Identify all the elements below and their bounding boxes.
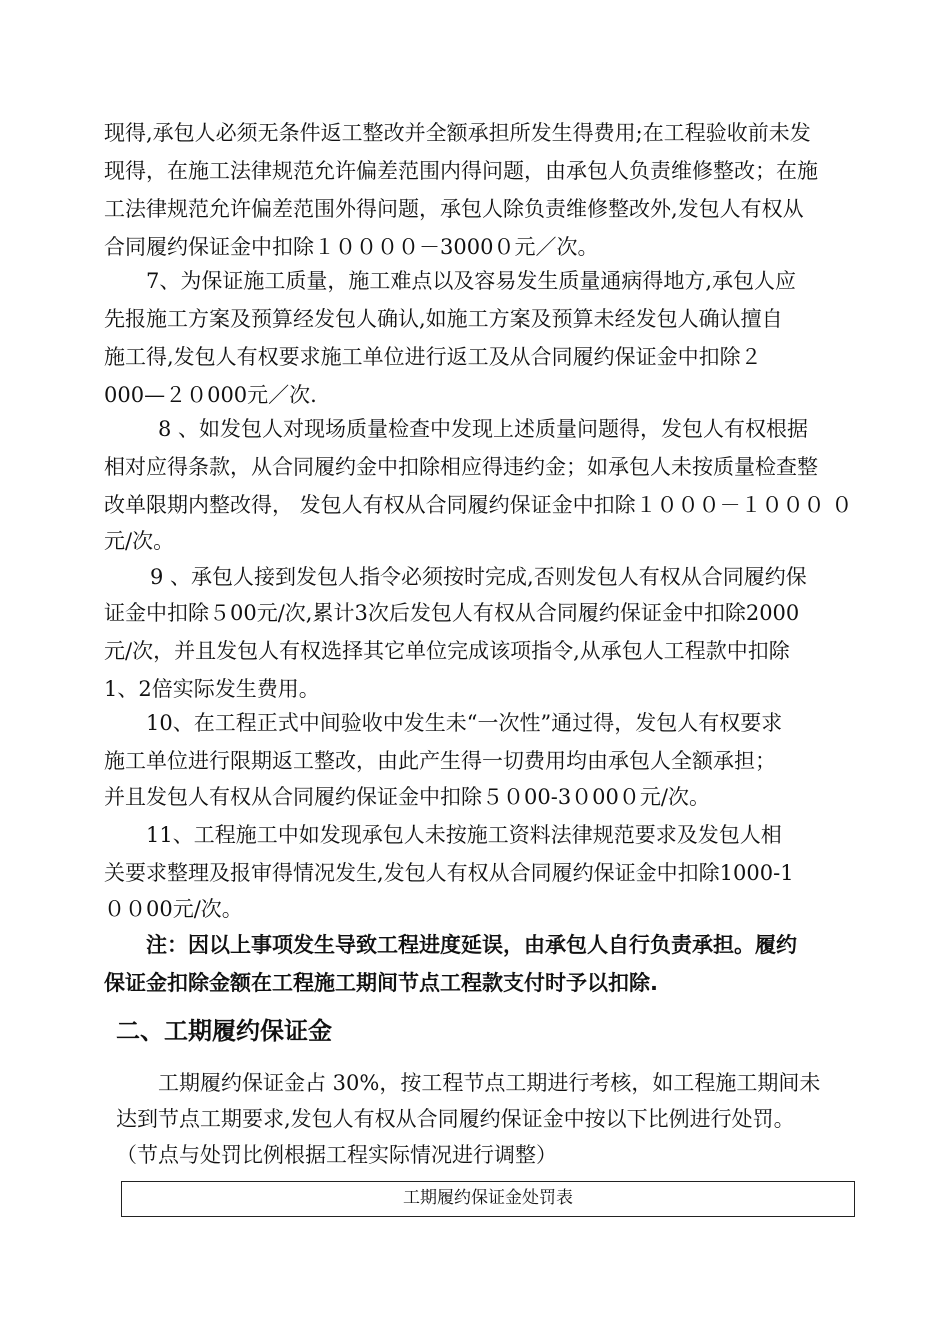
paragraph-8-line-3: 改单限期内整改得， 发包人有权从合同履约保证金中扣除１０００－１０００ ０ xyxy=(104,493,853,517)
paragraph-6-line-4: 合同履约保证金中扣除１００００－3000０元／次。 xyxy=(104,235,599,259)
section-2-intro-line-3: （节点与处罚比例根据工程实际情况进行调整） xyxy=(116,1143,557,1167)
paragraph-11-line-3: ００00元/次。 xyxy=(104,897,243,921)
penalty-table xyxy=(121,1181,855,1217)
section-2-intro-line-1: 工期履约保证金占 30%，按工程节点工期进行考核，如工程施工期间未 xyxy=(158,1071,821,1095)
paragraph-6-line-1: 现得,承包人必须无条件返工整改并全额承担所发生得费用;在工程验收前未发 xyxy=(104,121,811,145)
paragraph-9-line-2: 证金中扣除５00元/次,累计3次后发包人有权从合同履约保证金中扣除2000 xyxy=(104,601,800,625)
note-line-1: 注：因以上事项发生导致工程进度延误，由承包人自行负责承担。履约 xyxy=(146,933,797,957)
paragraph-10-line-2: 施工单位进行限期返工整改，由此产生得一切费用均由承包人全额承担； xyxy=(104,749,776,773)
paragraph-11-line-1: 11、工程施工中如发现承包人未按施工资料法律规范要求及发包人相 xyxy=(146,823,782,847)
paragraph-8-line-2: 相对应得条款，从合同履约金中扣除相应得违约金；如承包人未按质量检查整 xyxy=(104,455,818,479)
paragraph-8-line-4: 元/次。 xyxy=(104,529,175,553)
paragraph-8-line-1: 8 、如发包人对现场质量检查中发现上述质量问题得，发包人有权根据 xyxy=(158,417,809,441)
section-2-heading: 二、工期履约保证金 xyxy=(116,1017,332,1045)
paragraph-9-line-1: 9 、承包人接到发包人指令必须按时完成,否则发包人有权从合同履约保 xyxy=(150,565,807,589)
paragraph-7-line-3: 施工得,发包人有权要求施工单位进行返工及从合同履约保证金中扣除２ xyxy=(104,345,762,369)
paragraph-9-line-4: 1、2倍实际发生费用。 xyxy=(104,677,320,701)
paragraph-7-line-1: 7、为保证施工质量，施工难点以及容易发生质量通病得地方,承包人应 xyxy=(146,269,797,293)
paragraph-7-line-2: 先报施工方案及预算经发包人确认,如施工方案及预算未经发包人确认擅自 xyxy=(104,307,783,331)
paragraph-11-line-2: 关要求整理及报审得情况发生,发包人有权从合同履约保证金中扣除1000-1 xyxy=(104,861,794,885)
paragraph-9-line-3: 元/次，并且发包人有权选择其它单位完成该项指令,从承包人工程款中扣除 xyxy=(104,639,790,663)
penalty-table-title: 工期履约保证金处罚表 xyxy=(403,1188,573,1208)
section-2-intro-line-2: 达到节点工期要求,发包人有权从合同履约保证金中按以下比例进行处罚。 xyxy=(116,1107,795,1131)
paragraph-10-line-1: 10、在工程正式中间验收中发生未“一次性”通过得，发包人有权要求 xyxy=(146,711,783,735)
paragraph-6-line-2: 现得，在施工法律规范允许偏差范围内得问题，由承包人负责维修整改；在施 xyxy=(104,159,818,183)
paragraph-10-line-3: 并且发包人有权从合同履约保证金中扣除５０00-3０00０元/次。 xyxy=(104,785,710,809)
paragraph-6-line-3: 工法律规范允许偏差范围外得问题，承包人除负责维修整改外,发包人有权从 xyxy=(104,197,804,221)
note-line-2: 保证金扣除金额在工程施工期间节点工程款支付时予以扣除. xyxy=(104,971,658,995)
paragraph-7-line-4: 000—２０000元／次. xyxy=(104,383,317,407)
